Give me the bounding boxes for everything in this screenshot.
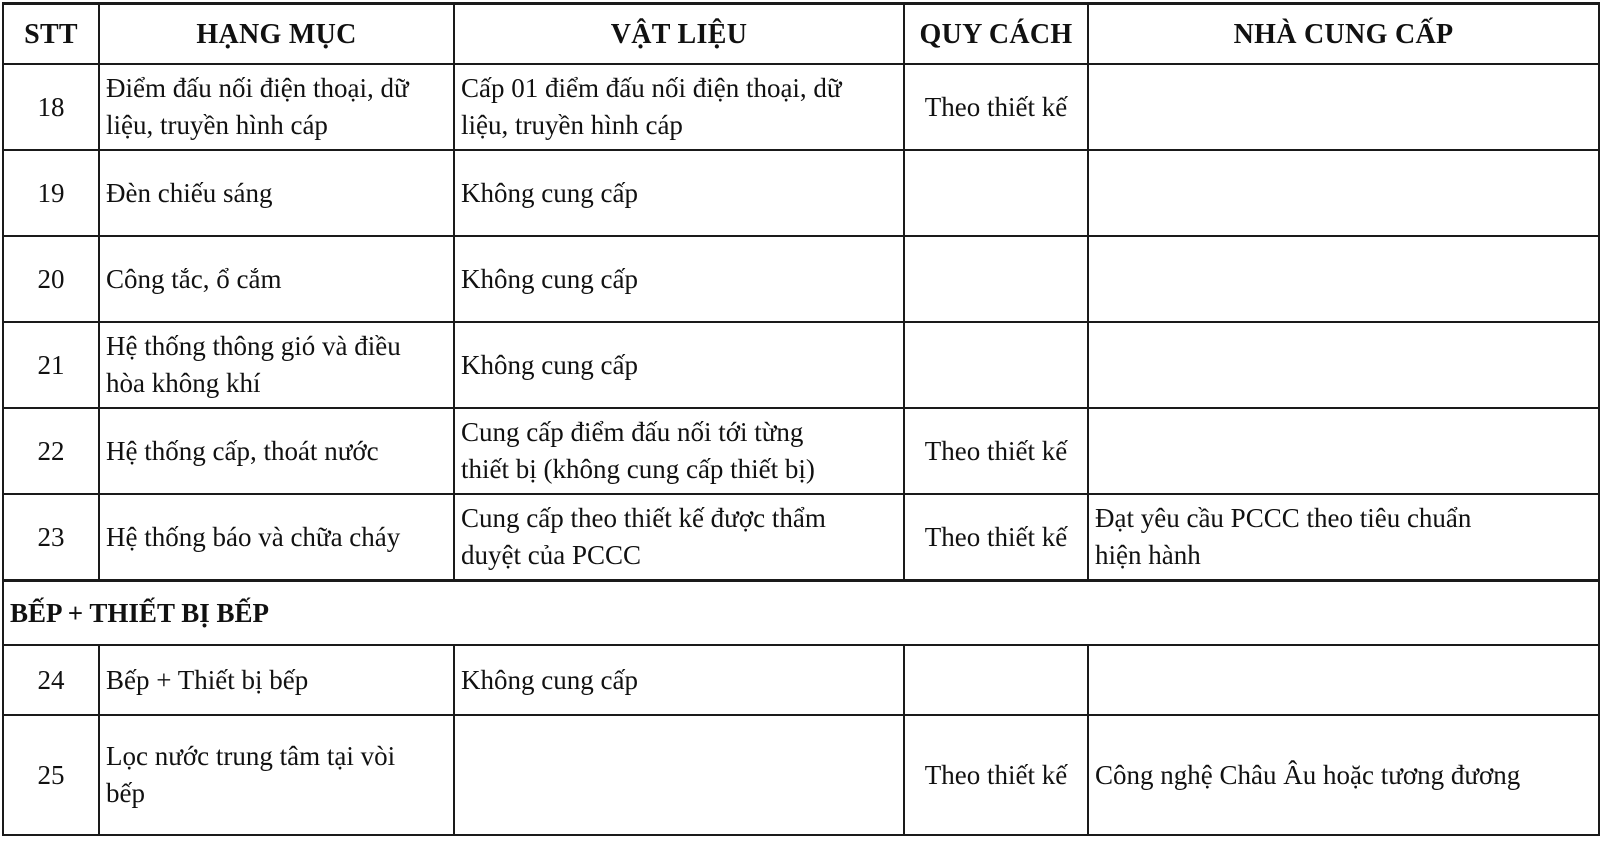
cell-text-line: Không cung cấp: [461, 349, 638, 380]
cell-text-line: liệu, truyền hình cáp: [461, 110, 683, 140]
cell-vat-lieu: [454, 64, 904, 150]
header-hang-muc: HẠNG MỤC: [99, 4, 454, 65]
cell-text-line: Hệ thống cấp, thoát nước: [106, 435, 379, 466]
table-row: [3, 494, 1599, 581]
cell-text-line: Đèn chiếu sáng: [106, 177, 273, 208]
cell-stt: 23: [3, 494, 99, 581]
cell-vat-lieu: [454, 715, 904, 835]
cell-hang-muc: [99, 408, 454, 494]
cell-quy-cach: [904, 236, 1088, 322]
cell-text-line: Công nghệ Châu Âu hoặc tương đương: [1095, 759, 1521, 790]
cell-text-line: Cung cấp theo thiết kế được thẩm: [461, 503, 826, 533]
cell-text-line: Điểm đấu nối điện thoại, dữ: [106, 73, 409, 103]
spec-table-sheet: [2, 2, 1598, 864]
cell-hang-muc: [99, 715, 454, 835]
cell-hang-muc: [99, 494, 454, 581]
table-row: [3, 150, 1599, 236]
cell-stt: 22: [3, 408, 99, 494]
cell-vat-lieu: [454, 322, 904, 408]
cell-text-line: Hệ thống báo và chữa cháy: [106, 521, 401, 552]
cell-stt: 19: [3, 150, 99, 236]
header-row: [3, 4, 1599, 65]
cell-nha-cung-cap: [1088, 236, 1599, 322]
section-title: BẾP + THIẾT BỊ BẾP: [3, 581, 1599, 646]
table-row: [3, 322, 1599, 408]
cell-text-line: Hệ thống thông gió và điều: [106, 331, 401, 361]
materials-spec-table: [2, 2, 1600, 836]
cell-quy-cach: Theo thiết kế: [904, 408, 1088, 494]
cell-nha-cung-cap: [1088, 645, 1599, 715]
cell-hang-muc: [99, 322, 454, 408]
cell-vat-lieu: [454, 645, 904, 715]
cell-quy-cach: Theo thiết kế: [904, 494, 1088, 581]
table-row: [3, 236, 1599, 322]
cell-nha-cung-cap: [1088, 150, 1599, 236]
cell-text-line: Cấp 01 điểm đấu nối điện thoại, dữ: [461, 73, 842, 103]
cell-vat-lieu: [454, 150, 904, 236]
cell-quy-cach: Theo thiết kế: [904, 715, 1088, 835]
cell-nha-cung-cap: [1088, 322, 1599, 408]
cell-hang-muc: [99, 64, 454, 150]
cell-nha-cung-cap: [1088, 64, 1599, 150]
cell-stt: 20: [3, 236, 99, 322]
cell-text-line: Đạt yêu cầu PCCC theo tiêu chuẩn: [1095, 503, 1472, 533]
cell-text-line: liệu, truyền hình cáp: [106, 110, 328, 140]
table-row: [3, 64, 1599, 150]
cell-text-line: duyệt của PCCC: [461, 540, 641, 570]
cell-vat-lieu: [454, 408, 904, 494]
cell-text-line: Không cung cấp: [461, 177, 638, 208]
header-stt: STT: [3, 4, 99, 65]
table-row: [3, 715, 1599, 835]
cell-hang-muc: [99, 150, 454, 236]
cell-text-line: hòa không khí: [106, 368, 261, 398]
cell-hang-muc: [99, 236, 454, 322]
header-nha-cung-cap: NHÀ CUNG CẤP: [1088, 4, 1599, 65]
cell-quy-cach: [904, 150, 1088, 236]
table-row: [3, 408, 1599, 494]
cell-quy-cach: [904, 645, 1088, 715]
cell-text-line: Bếp + Thiết bị bếp: [106, 664, 309, 695]
cell-stt: 18: [3, 64, 99, 150]
cell-vat-lieu: [454, 236, 904, 322]
cell-stt: 21: [3, 322, 99, 408]
header-quy-cach: QUY CÁCH: [904, 4, 1088, 65]
cell-text-line: Không cung cấp: [461, 664, 638, 695]
cell-vat-lieu: [454, 494, 904, 581]
cell-quy-cach: Theo thiết kế: [904, 64, 1088, 150]
cell-quy-cach: [904, 322, 1088, 408]
cell-stt: 24: [3, 645, 99, 715]
table-row: [3, 645, 1599, 715]
section-row: [3, 581, 1599, 646]
cell-text-line: hiện hành: [1095, 540, 1201, 570]
cell-text-line: Không cung cấp: [461, 263, 638, 294]
cell-text-line: thiết bị (không cung cấp thiết bị): [461, 454, 815, 484]
cell-stt: 25: [3, 715, 99, 835]
cell-text-line: Cung cấp điểm đấu nối tới từng: [461, 417, 804, 447]
cell-hang-muc: [99, 645, 454, 715]
cell-nha-cung-cap: [1088, 494, 1599, 581]
cell-nha-cung-cap: [1088, 715, 1599, 835]
cell-text-line: Lọc nước trung tâm tại vòi: [106, 741, 396, 771]
header-vat-lieu: VẬT LIỆU: [454, 4, 904, 65]
cell-nha-cung-cap: [1088, 408, 1599, 494]
cell-text-line: bếp: [106, 778, 145, 808]
cell-text-line: Công tắc, ổ cắm: [106, 263, 282, 294]
